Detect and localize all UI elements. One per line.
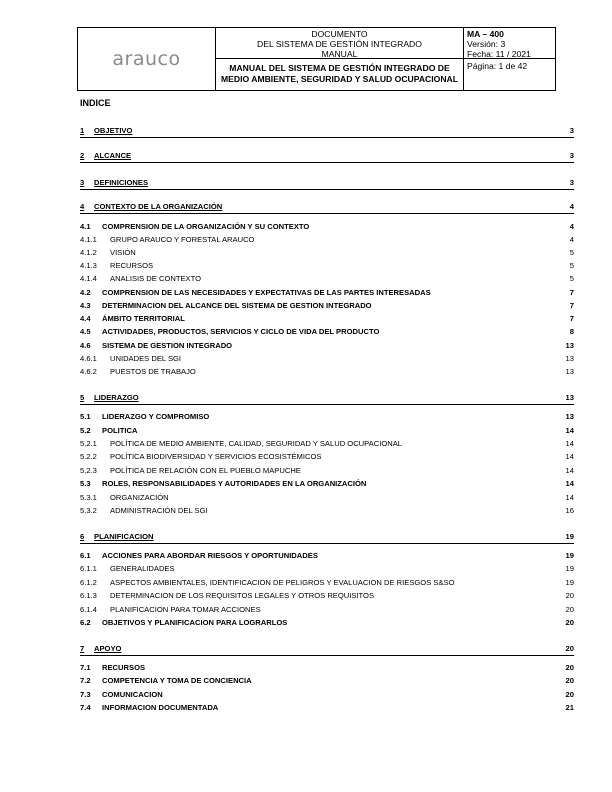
toc-entry-number: 5.3.1 <box>80 493 97 502</box>
toc-entry[interactable] <box>80 247 574 259</box>
toc-entry-title: ALCANCE <box>94 151 132 160</box>
toc-entry[interactable] <box>80 577 574 589</box>
toc-entry-page: 16 <box>565 506 574 515</box>
toc-entry-number: 5.2 <box>80 426 91 435</box>
toc-entry-page: 14 <box>565 426 574 435</box>
doc-code: MA – 400 <box>467 29 504 39</box>
toc-entry-number: 5 <box>80 393 85 402</box>
arauco-logo <box>78 28 215 90</box>
toc-entry[interactable] <box>80 353 574 365</box>
toc-entry[interactable] <box>80 313 574 325</box>
toc-entry-number: 6.1.2 <box>80 578 97 587</box>
doc-title-line2: MEDIO AMBIENTE, SEGURIDAD Y SALUD OCUPACIONAL <box>221 74 458 84</box>
toc-entry-page: 5 <box>569 274 574 283</box>
doc-page: Página: 1 de 42 <box>467 61 528 71</box>
toc-entry[interactable] <box>80 221 574 233</box>
toc-entry-page: 13 <box>565 341 574 350</box>
toc-entry-number: 4.1.2 <box>80 248 97 257</box>
toc-entry[interactable] <box>80 326 574 338</box>
toc-entry-page: 4 <box>569 202 574 211</box>
toc-entry-title: ANALISIS DE CONTEXTO <box>110 274 202 283</box>
toc-entry-number: 5.1 <box>80 412 91 421</box>
doc-date: Fecha: 11 / 2021 <box>467 49 531 59</box>
toc-entry[interactable] <box>80 425 574 437</box>
toc-entry[interactable] <box>80 478 574 490</box>
toc-entry[interactable] <box>80 300 574 312</box>
toc-entry-title: UNIDADES DEL SGI <box>110 354 182 363</box>
doc-version: Versión: 3 <box>467 39 506 49</box>
toc-entry-title: RECURSOS <box>110 261 154 270</box>
doc-system: DEL SISTEMA DE GESTIÓN INTEGRADO <box>257 39 422 49</box>
toc-entry-page: 20 <box>565 663 574 672</box>
toc-entry-title: ADMINISTRACIÓN DEL SGI <box>110 506 208 515</box>
toc-entry[interactable] <box>80 531 574 544</box>
toc-entry-page: 13 <box>565 412 574 421</box>
toc-entry-number: 5.3 <box>80 479 91 488</box>
toc-entry-title: DETERMINACION DE LOS REQUISITOS LEGALES Y OTROS REQUISITOS <box>110 591 375 600</box>
toc-entry-page: 8 <box>569 327 574 336</box>
doc-type: DOCUMENTO <box>311 29 368 39</box>
toc-entry-page: 19 <box>565 564 574 573</box>
toc-entry-title: GENERALIDADES <box>110 564 175 573</box>
toc-entry-number: 4.6.1 <box>80 354 97 363</box>
toc-entry-number: 4.4 <box>80 314 91 323</box>
toc-entry-page: 14 <box>565 493 574 502</box>
toc-entry[interactable] <box>80 702 574 714</box>
toc-entry[interactable] <box>80 150 574 163</box>
toc-entry[interactable] <box>80 563 574 575</box>
toc-entry[interactable] <box>80 340 574 352</box>
toc-entry-number: 4.1.3 <box>80 261 97 270</box>
toc-entry-title: LIDERAZGO <box>94 393 139 402</box>
toc-entry-title: COMPRENSION DE LA ORGANIZACIÓN Y SU CONTEXTO <box>102 222 310 231</box>
toc-entry[interactable] <box>80 411 574 423</box>
toc-entry-title: DETERMINACION DEL ALCANCE DEL SISTEMA DE GESTION INTEGRADO <box>102 301 372 310</box>
toc-entry[interactable] <box>80 392 574 405</box>
toc-entry-page: 7 <box>569 288 574 297</box>
doc-category: MANUAL <box>321 49 358 59</box>
toc-entry-page: 20 <box>565 690 574 699</box>
toc-entry-title: DEFINICIONES <box>94 178 149 187</box>
toc-entry-page: 4 <box>569 222 574 231</box>
toc-entry-number: 6.1.3 <box>80 591 97 600</box>
toc-entry-title: PUESTOS DE TRABAJO <box>110 367 196 376</box>
toc-entry-page: 7 <box>569 314 574 323</box>
toc-entry[interactable] <box>80 689 574 701</box>
toc-entry-title: GRUPO ARAUCO Y FORESTAL ARAUCO <box>110 235 255 244</box>
toc-entry-page: 3 <box>569 178 574 187</box>
toc-entry[interactable] <box>80 451 574 463</box>
toc-entry-number: 5.3.2 <box>80 506 97 515</box>
toc-entry-number: 6 <box>80 532 85 541</box>
toc-entry[interactable] <box>80 125 574 138</box>
toc-entry-number: 1 <box>80 126 85 135</box>
toc-entry-number: 7.1 <box>80 663 91 672</box>
toc-entry[interactable] <box>80 662 574 674</box>
toc-entry-page: 13 <box>565 393 574 402</box>
toc-entry-title: ASPECTOS AMBIENTALES, IDENTIFICACION DE PELIGROS Y EVALUACION DE RIESGOS S&SO <box>110 578 455 587</box>
toc-entry-title: COMPETENCIA Y TOMA DE CONCIENCIA <box>102 676 252 685</box>
toc-entry-page: 3 <box>569 126 574 135</box>
toc-entry-number: 6.1 <box>80 551 91 560</box>
toc-entry-title: PLANIFICACION <box>94 532 154 541</box>
toc-entry-number: 5.2.3 <box>80 466 97 475</box>
toc-entry-page: 20 <box>565 605 574 614</box>
index-title: INDICE <box>80 98 111 108</box>
toc-entry-number: 6.1.1 <box>80 564 97 573</box>
toc-entry-page: 7 <box>569 301 574 310</box>
toc-entry-number: 4.1.4 <box>80 274 97 283</box>
document-header <box>77 27 556 91</box>
toc-entry-title: ÁMBITO TERRITORIAL <box>102 314 185 323</box>
toc-entry-number: 4.5 <box>80 327 91 336</box>
toc-entry-number: 6.1.4 <box>80 605 97 614</box>
toc-entry-page: 13 <box>565 354 574 363</box>
toc-entry[interactable] <box>80 550 574 562</box>
toc-entry[interactable] <box>80 201 574 214</box>
toc-entry-page: 20 <box>565 591 574 600</box>
toc-entry-title: ACTIVIDADES, PRODUCTOS, SERVICIOS Y CICLO DE VIDA DEL PRODUCTO <box>102 327 380 336</box>
toc-entry[interactable] <box>80 675 574 687</box>
toc-entry-title: OBJETIVOS Y PLANIFICACION PARA LOGRARLOS <box>102 618 288 627</box>
toc-entry-number: 7 <box>80 644 85 653</box>
toc-entry[interactable] <box>80 590 574 602</box>
toc-entry-page: 5 <box>569 248 574 257</box>
toc-entry-title: SISTEMA DE GESTION INTEGRADO <box>102 341 233 350</box>
toc-entry-title: COMPRENSION DE LAS NECESIDADES Y EXPECTATIVAS DE LAS PARTES INTERESADAS <box>102 288 431 297</box>
toc-entry-title: ACCIONES PARA ABORDAR RIESGOS Y OPORTUNIDADES <box>102 551 318 560</box>
logo-text: arauco <box>112 48 181 70</box>
toc-entry-page: 14 <box>565 466 574 475</box>
toc-entry-number: 4.6.2 <box>80 367 97 376</box>
toc-entry[interactable] <box>80 505 574 517</box>
toc-entry-number: 6.2 <box>80 618 91 627</box>
toc-entry-number: 7.3 <box>80 690 91 699</box>
toc-entry-number: 4.1 <box>80 222 91 231</box>
toc-entry-number: 5.2.2 <box>80 452 97 461</box>
toc-entry-number: 4.1.1 <box>80 235 97 244</box>
toc-entry-page: 14 <box>565 479 574 488</box>
toc-entry-title: LIDERAZGO Y COMPROMISO <box>102 412 210 421</box>
toc-entry-title: POLÍTICA DE MEDIO AMBIENTE, CALIDAD, SEGURIDAD Y SALUD OCUPACIONAL <box>110 439 403 448</box>
toc-entry[interactable] <box>80 604 574 616</box>
toc-entry-page: 20 <box>565 644 574 653</box>
toc-entry-number: 2 <box>80 151 85 160</box>
toc-entry-title: POLITICA <box>102 426 138 435</box>
toc-entry[interactable] <box>80 287 574 299</box>
toc-entry[interactable] <box>80 273 574 285</box>
toc-entry-number: 5.2.1 <box>80 439 97 448</box>
toc-entry-title: ORGANIZACIÓN <box>110 493 169 502</box>
toc-entry-title: CONTEXTO DE LA ORGANIZACIÓN <box>94 202 223 211</box>
toc-entry-title: POLÍTICA DE RELACIÓN CON EL PUEBLO MAPUCHE <box>110 466 301 475</box>
toc-entry-page: 4 <box>569 235 574 244</box>
toc-entry-number: 7.4 <box>80 703 91 712</box>
toc-entry-page: 20 <box>565 618 574 627</box>
toc-entry-title: RECURSOS <box>102 663 146 672</box>
toc-entry[interactable] <box>80 366 574 378</box>
toc-entry[interactable] <box>80 643 574 656</box>
toc-entry[interactable] <box>80 492 574 504</box>
toc-entry-page: 14 <box>565 452 574 461</box>
toc-entry-page: 3 <box>569 151 574 160</box>
toc-entry-page: 20 <box>565 676 574 685</box>
toc-entry[interactable] <box>80 617 574 629</box>
toc-entry-page: 21 <box>565 703 574 712</box>
toc-entry-number: 7.2 <box>80 676 91 685</box>
toc-entry-title: COMUNICACION <box>102 690 163 699</box>
toc-entry-page: 19 <box>565 551 574 560</box>
toc-entry-number: 4.2 <box>80 288 91 297</box>
toc-entry-page: 13 <box>565 367 574 376</box>
toc-entry[interactable] <box>80 260 574 272</box>
toc-entry[interactable] <box>80 177 574 190</box>
doc-title-line1: MANUAL DEL SISTEMA DE GESTIÓN INTEGRADO DE <box>229 63 450 73</box>
toc-entry-title: PLANIFICACION PARA TOMAR ACCIONES <box>110 605 261 614</box>
toc-entry-title: VISIÓN <box>110 248 136 257</box>
toc-entry-number: 4.6 <box>80 341 91 350</box>
toc-entry-number: 4 <box>80 202 85 211</box>
toc-entry[interactable] <box>80 465 574 477</box>
toc-entry-title: INFORMACION DOCUMENTADA <box>102 703 219 712</box>
toc-entry-page: 19 <box>565 578 574 587</box>
toc-entry-number: 3 <box>80 178 85 187</box>
toc-entry-page: 5 <box>569 261 574 270</box>
toc-entry-number: 4.3 <box>80 301 91 310</box>
toc-entry[interactable] <box>80 234 574 246</box>
toc-entry[interactable] <box>80 438 574 450</box>
toc-entry-page: 14 <box>565 439 574 448</box>
toc-entry-title: APOYO <box>94 644 122 653</box>
toc-entry-title: POLÍTICA BIODIVERSIDAD Y SERVICIOS ECOSISTÉMICOS <box>110 452 322 461</box>
toc-entry-title: OBJETIVO <box>94 126 133 135</box>
toc-entry-page: 19 <box>565 532 574 541</box>
toc-entry-title: ROLES, RESPONSABILIDADES Y AUTORIDADES EN LA ORGANIZACIÓN <box>102 479 367 488</box>
